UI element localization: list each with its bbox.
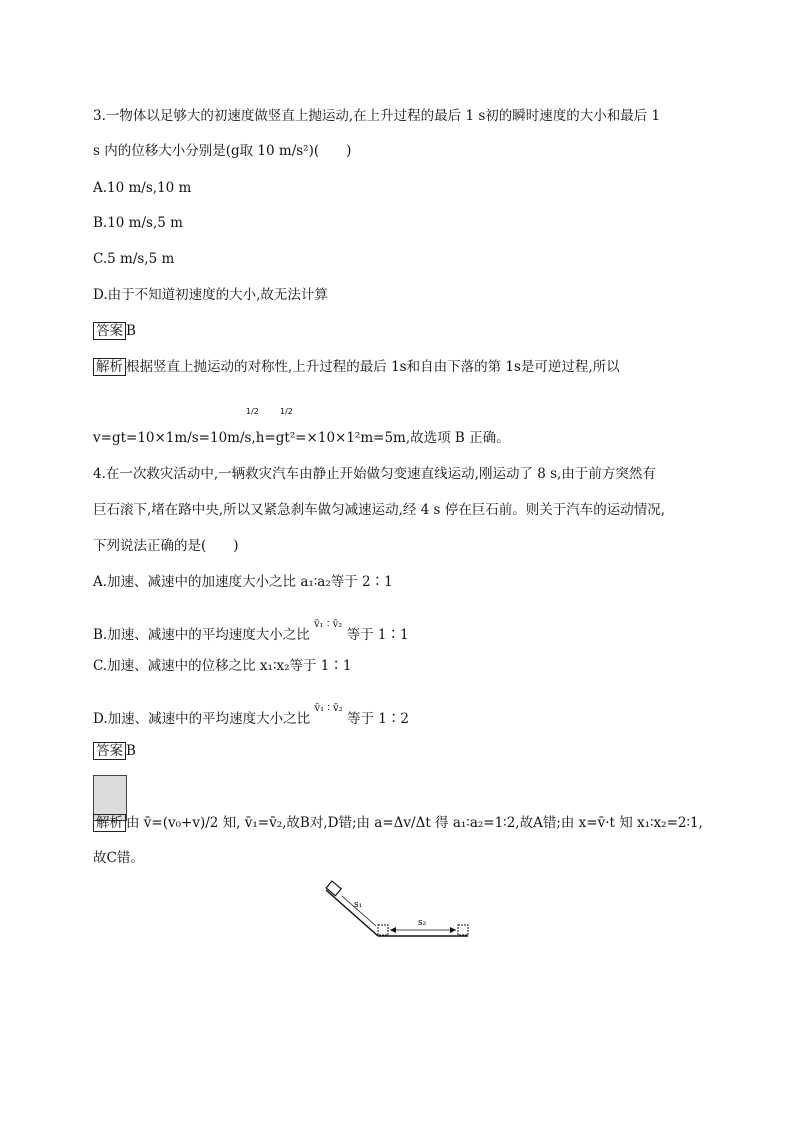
label-s1: s₁ <box>354 900 363 910</box>
q3-analysis-line2 <box>93 430 510 446</box>
answer-label: 答案 <box>93 742 126 760</box>
option-d-tail: 等于 1∶2 <box>347 711 409 727</box>
q4-stem-line1: 4.在一次救灾活动中,一辆救灾汽车由静止开始做匀变速直线运动,刚运动了 8 s,由于前方突然有 <box>93 466 656 482</box>
block-top <box>326 881 341 896</box>
frac-half-1: 1/2 <box>246 407 259 416</box>
analysis-formula-c: ×10×1²m=5m,故选项 B 正确。 <box>306 430 510 446</box>
analysis-label: 解析 <box>93 814 126 832</box>
option-d-ratio: v̄₁ ∶ v̄₂ <box>314 703 343 714</box>
option-b-text: B.加速、减速中的平均速度大小之比 <box>93 627 310 643</box>
option-b-ratio: v̄₁ ∶ v̄₂ <box>314 619 343 630</box>
q4-analysis-line2: 故C错。 <box>93 850 144 866</box>
analysis-label: 解析 <box>93 358 126 376</box>
answer-value: B <box>126 323 136 339</box>
option-d-text: D.加速、减速中的平均速度大小之比 <box>93 711 311 727</box>
q4-stem-line2: 巨石滚下,堵在路中央,所以又紧急刹车做匀减速运动,经 4 s 停在巨石前。则关于汽车的运动情况, <box>93 502 666 518</box>
label-s2: s₂ <box>418 918 427 928</box>
q4-answer <box>93 742 136 760</box>
s2-arrowhead-right <box>450 927 456 933</box>
option-b-tail: 等于 1∶1 <box>346 627 409 643</box>
answer-label: 答案 <box>93 322 126 340</box>
q3-option-b: B.10 m/s,5 m <box>93 215 183 231</box>
q3-stem-line1: 3.一物体以足够大的初速度做竖直上抛运动,在上升过程的最后 1 s初的瞬时速度的大小和最后 1 <box>93 108 661 124</box>
q4-option-b <box>93 619 409 645</box>
frac-half-2: 1/2 <box>280 407 293 416</box>
block-end <box>458 925 468 935</box>
q4-option-c: C.加速、减速中的位移之比 x₁∶x₂等于 1∶1 <box>93 658 352 674</box>
q3-stem-line2: s 内的位移大小分别是(g取 10 m/s²)( ) <box>93 143 352 159</box>
q3-option-a: A.10 m/s,10 m <box>93 180 192 196</box>
analysis-text: 由 v̄=(v₀+v)/2 知, v̄₁=v̄₂,故B对,D错;由 a=Δv/Δt 得 a₁∶a₂=1∶2,故A错;由 x=v̄·t 知 x₁∶x₂=2∶1, <box>126 815 703 831</box>
s2-arrowhead-left <box>390 927 396 933</box>
block-bottom-left <box>378 925 388 935</box>
q3-option-c: C.5 m/s,5 m <box>93 251 175 267</box>
analysis-text: 根据竖直上抛运动的对称性,上升过程的最后 1s和自由下落的第 1s是可逆过程,所以 <box>126 359 620 375</box>
q4-option-d <box>93 703 409 729</box>
q4-option-a: A.加速、减速中的加速度大小之比 a₁∶a₂等于 2∶1 <box>93 574 393 590</box>
motion-diagram <box>318 880 488 950</box>
analysis-formula-b: gt²= <box>275 430 307 446</box>
q4-stem-line3: 下列说法正确的是( ) <box>93 538 239 554</box>
q3-analysis <box>93 358 620 376</box>
answer-value: B <box>126 743 136 759</box>
q3-answer <box>93 322 136 340</box>
analysis-formula-a: v=gt=10×1m/s=10m/s,h= <box>93 430 276 446</box>
q4-analysis <box>93 814 703 832</box>
incline-line <box>326 890 378 936</box>
q3-option-d: D.由于不知道初速度的大小,故无法计算 <box>93 287 328 303</box>
